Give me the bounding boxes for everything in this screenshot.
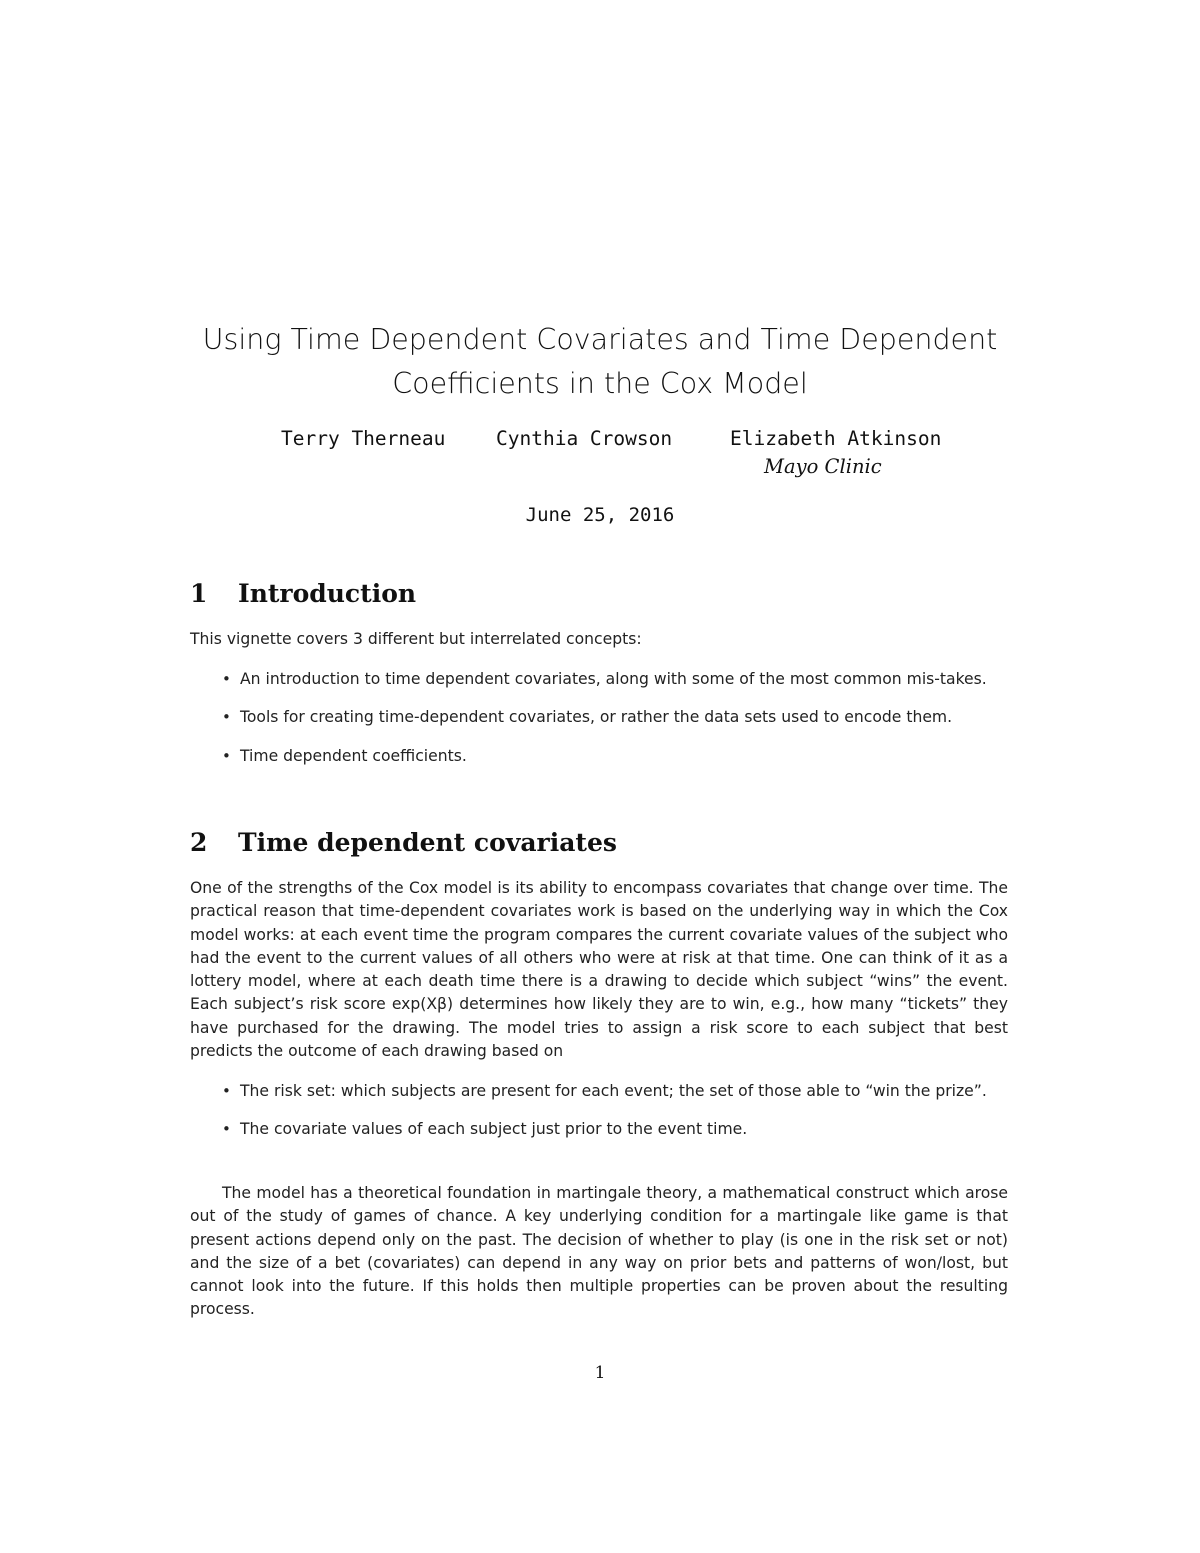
section-1-intro: This vignette covers 3 different but interrelated concepts: [190,630,642,648]
author-2: Cynthia Crowson [496,427,673,450]
bullet-icon: • [222,746,231,765]
affiliation: Mayo Clinic [764,455,882,478]
section-1-bullet-list [190,668,1008,768]
section-2-title: Time dependent covariates [238,828,617,857]
section-2-paragraph-2: The model has a theoretical foundation in martingale theory, a mathematical construct which arose out of the study of games of chance. A key underlying condition for a martingale like game is that present actions depend only on the past. The decision of whether to play (is one in the risk set or not) and the size of a bet (covariates) can depend in any way on prior bets and patterns of won/lost, but cannot look into the future. If this holds then multiple properties can be proven about the resulting process. [190,1184,1008,1319]
author-3: Elizabeth Atkinson [730,427,942,450]
bullet-icon: • [222,1082,231,1100]
section-2-heading [190,827,617,859]
title-line-2: Coefficients in the Cox Model [392,367,808,400]
paper-title [150,318,1050,406]
page-number: 1 [594,1363,606,1383]
list-item [190,706,1008,729]
bullet-text: Time dependent coefficients. [240,746,467,765]
title-line-1: Using Time Dependent Covariates and Time Dependent [202,323,998,356]
bullet-icon: • [222,670,231,688]
author-block [0,426,1200,486]
list-item [190,1080,1008,1103]
bullet-text: The covariate values of each subject just prior to the event time. [240,1120,748,1139]
bullet-icon: • [222,1120,231,1139]
bullet-icon: • [222,708,231,727]
section-1-title: Introduction [238,579,417,608]
section-1-heading [190,578,416,610]
section-2-number: 2 [190,828,208,857]
paper-date: June 25, 2016 [525,504,675,526]
bullet-text: The risk set: which subjects are present for each event; the set of those able to “win the prize”. [240,1082,987,1100]
bullet-text: An introduction to time dependent covariates, along with some of the most common mis-takes. [240,670,987,688]
list-item [190,745,1008,768]
list-item [190,1118,1008,1141]
list-item [190,668,1008,691]
section-2-bullet-list [190,1080,1008,1142]
section-2-paragraph-1: One of the strengths of the Cox model is its ability to encompass covariates that change over time. The practical reason that time-dependent covariates work is based on the underlying way in which the Cox model works: at each event time the program compares the current covariate values of the subject who had the event to the current values of all others who were at risk at that time. One can think of it as a lottery model, where at each death time there is a drawing to decide which subject “wins” the event. Each subject’s risk score exp(Xβ) determines how likely they are to win, e.g., how many “tickets” they have purchased for the drawing. The model tries to assign a risk score to each subject that best predicts the outcome of each drawing based on [190,879,1008,1061]
bullet-text: Tools for creating time-dependent covariates, or rather the data sets used to encode them. [240,708,953,727]
author-1: Terry Therneau [281,427,446,450]
section-1-number: 1 [190,579,208,608]
